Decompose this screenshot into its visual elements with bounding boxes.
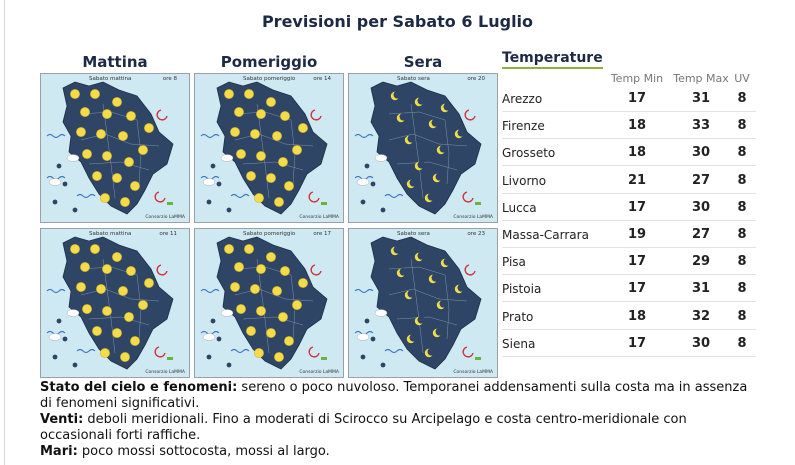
sun-icon	[234, 262, 243, 271]
sun-icon	[112, 97, 121, 106]
sun-icon	[272, 131, 281, 140]
sun-icon	[272, 286, 281, 295]
sun-icon	[266, 252, 275, 261]
island	[381, 208, 386, 213]
sky-text: sereno o poco nuvoloso. Temporanei addensamenti sulla costa ma in assenza di fenomeni significativi.	[40, 380, 748, 411]
sun-icon	[96, 129, 105, 138]
uv-value: 8	[737, 281, 747, 297]
thermometer-legend-icon	[167, 357, 173, 360]
uv-value: 8	[737, 199, 747, 215]
island	[63, 182, 68, 187]
island	[217, 182, 222, 187]
sun-icon	[284, 336, 293, 345]
sun-icon	[298, 123, 307, 132]
sun-icon	[102, 306, 111, 315]
weather-map-morning-8[interactable]	[40, 73, 190, 223]
city-name: Lucca	[502, 200, 537, 215]
sun-icon	[274, 352, 283, 361]
map-canvas	[195, 74, 343, 222]
map-caption-period: Sabato mattina	[89, 76, 132, 82]
island	[365, 164, 370, 169]
sun-icon	[80, 262, 89, 271]
temp-min-value: 18	[627, 118, 647, 134]
sun-icon	[256, 306, 265, 315]
weather-map-evening-20[interactable]	[348, 73, 498, 223]
temp-max-value: 29	[691, 254, 711, 270]
sun-icon	[292, 300, 301, 309]
table-row	[502, 112, 756, 139]
sun-icon	[230, 282, 239, 291]
winds-label: Venti:	[40, 412, 84, 427]
sun-icon	[274, 197, 283, 206]
sun-icon	[92, 326, 101, 335]
cloud-icon	[375, 310, 387, 317]
sun-icon	[244, 244, 253, 253]
sun-icon	[234, 107, 243, 116]
cloud-icon	[203, 179, 215, 186]
island	[57, 319, 62, 324]
sun-icon	[90, 89, 99, 98]
sun-icon	[266, 97, 275, 106]
table-row	[502, 167, 756, 194]
legend-bar	[157, 208, 173, 211]
island	[217, 337, 222, 342]
sun-icon	[126, 111, 135, 120]
island	[211, 164, 216, 169]
city-name: Livorno	[502, 173, 547, 188]
temp-min-value: 17	[627, 254, 647, 270]
temperature-title: Temperature	[502, 50, 603, 69]
sun-icon	[102, 109, 111, 118]
legend-bar	[311, 363, 327, 366]
table-row	[502, 85, 756, 112]
sun-icon	[266, 328, 275, 337]
map-caption-period: Sabato sera	[397, 231, 430, 237]
temp-min-value: 17	[627, 91, 647, 106]
map-caption-period: Sabato sera	[397, 76, 430, 82]
sun-icon	[256, 264, 265, 273]
sun-icon	[100, 348, 109, 357]
sun-icon	[224, 89, 233, 98]
sun-icon	[246, 171, 255, 180]
island	[207, 355, 212, 360]
temp-max-value: 27	[691, 172, 711, 188]
column-heading-mattina: Mattina	[82, 53, 148, 71]
seas-label: Mari:	[40, 444, 78, 459]
winds-description	[40, 412, 760, 444]
sun-icon	[230, 127, 239, 136]
temp-min-value: 17	[627, 199, 647, 215]
map-caption-hour: ore 23	[467, 231, 485, 237]
sun-icon	[130, 336, 139, 345]
sun-icon	[76, 127, 85, 136]
weather-map-morning-11[interactable]	[40, 228, 190, 378]
sun-icon	[80, 107, 89, 116]
island	[53, 200, 58, 205]
sun-icon	[112, 173, 121, 182]
island	[227, 208, 232, 213]
sun-icon	[250, 284, 259, 293]
header-temp-min: Temp Min	[610, 72, 664, 85]
map-caption-period: Sabato pomeriggio	[243, 231, 296, 237]
sun-icon	[250, 129, 259, 138]
cloud-icon	[49, 179, 61, 186]
island	[365, 319, 370, 324]
sun-icon	[112, 328, 121, 337]
seas-description	[40, 444, 760, 460]
sun-icon	[82, 304, 91, 313]
column-heading-pomeriggio: Pomeriggio	[220, 53, 318, 71]
legend-bar	[465, 208, 481, 211]
sun-icon	[246, 326, 255, 335]
cloud-icon	[357, 179, 369, 186]
island	[57, 164, 62, 169]
weather-map-evening-23[interactable]	[348, 228, 498, 378]
sun-icon	[138, 145, 147, 154]
cloud-icon	[357, 334, 369, 341]
sun-icon	[236, 149, 245, 158]
island	[381, 363, 386, 368]
thermometer-legend-icon	[475, 357, 481, 360]
map-caption-period: Sabato pomeriggio	[243, 76, 296, 82]
sun-icon	[224, 244, 233, 253]
page-title: Previsioni per Sabato 6 Luglio	[261, 12, 534, 31]
seas-text: poco mossi sottocosta, mossi al largo.	[77, 444, 330, 459]
city-name: Massa-Carrara	[502, 228, 589, 242]
temp-max-value: 30	[691, 199, 711, 215]
map-canvas	[41, 229, 189, 377]
column-heading-sera: Sera	[403, 53, 443, 71]
uv-value: 8	[737, 227, 747, 242]
map-credit: Consorzio LaMMA	[453, 215, 493, 220]
table-row	[502, 139, 756, 166]
sun-icon	[118, 131, 127, 140]
map-credit: Consorzio LaMMA	[299, 215, 339, 220]
map-caption-hour: ore 17	[313, 231, 331, 237]
city-name: Prato	[502, 309, 534, 324]
cloud-icon	[67, 155, 79, 162]
island	[227, 363, 232, 368]
temp-max-value: 30	[691, 145, 711, 161]
sun-icon	[256, 151, 265, 160]
sky-label: Stato del cielo e fenomeni:	[40, 380, 238, 395]
uv-value: 8	[737, 335, 747, 351]
sun-icon	[112, 252, 121, 261]
sun-icon	[266, 173, 275, 182]
map-caption-period: Sabato mattina	[89, 231, 132, 237]
uv-value: 8	[737, 145, 747, 161]
island	[53, 355, 58, 360]
weather-map-afternoon-17[interactable]	[194, 228, 344, 378]
uv-value: 8	[737, 172, 747, 188]
sun-icon	[256, 109, 265, 118]
temp-min-value: 21	[627, 172, 647, 188]
temp-max-value: 30	[691, 335, 711, 351]
island	[361, 355, 366, 360]
temp-max-value: 27	[691, 227, 711, 242]
sun-icon	[82, 149, 91, 158]
map-credit: Consorzio LaMMA	[299, 370, 339, 375]
uv-value: 8	[737, 308, 747, 324]
table-row	[502, 221, 756, 248]
uv-value: 8	[737, 118, 747, 134]
table-row	[502, 248, 756, 275]
temp-max-value: 33	[691, 118, 711, 134]
temp-max-value: 31	[691, 281, 711, 297]
sun-icon	[124, 157, 133, 166]
island	[211, 319, 216, 324]
page-left-border	[4, 0, 5, 465]
table-row	[502, 275, 756, 302]
sun-icon	[126, 266, 135, 275]
header-temp-max: Temp Max	[673, 72, 729, 85]
table-row	[502, 194, 756, 221]
sun-icon	[102, 264, 111, 273]
map-caption-hour: ore 11	[159, 231, 177, 237]
uv-value: 8	[737, 91, 747, 106]
sun-icon	[120, 197, 129, 206]
island	[73, 208, 78, 213]
cloud-icon	[49, 334, 61, 341]
sun-icon	[70, 89, 79, 98]
sun-icon	[100, 193, 109, 202]
sun-icon	[254, 348, 263, 357]
table-row	[502, 330, 756, 357]
sun-icon	[144, 123, 153, 132]
winds-text: deboli meridionali. Fino a moderati di Scirocco su Arcipelago e costa centro-meridionale con occasionali forti raffiche.	[40, 412, 687, 443]
thermometer-legend-icon	[321, 202, 327, 205]
cloud-icon	[221, 310, 233, 317]
sun-icon	[254, 193, 263, 202]
temp-min-value: 18	[627, 308, 647, 324]
sun-icon	[280, 111, 289, 120]
city-name: Siena	[502, 336, 536, 351]
sun-icon	[118, 286, 127, 295]
thermometer-legend-icon	[321, 357, 327, 360]
thermometer-legend-icon	[167, 202, 173, 205]
sun-icon	[92, 171, 101, 180]
legend-bar	[157, 363, 173, 366]
weather-map-afternoon-14[interactable]	[194, 73, 344, 223]
sun-icon	[280, 266, 289, 275]
map-credit: Consorzio LaMMA	[145, 370, 185, 375]
map-credit: Consorzio LaMMA	[453, 370, 493, 375]
city-name: Grosseto	[502, 146, 556, 161]
city-name: Firenze	[502, 119, 545, 134]
map-credit: Consorzio LaMMA	[145, 215, 185, 220]
temp-max-value: 31	[691, 91, 711, 106]
sun-icon	[90, 244, 99, 253]
sky-description	[40, 380, 760, 412]
map-canvas	[349, 229, 497, 377]
sun-icon	[124, 312, 133, 321]
table-row	[502, 303, 756, 330]
temp-min-value: 17	[627, 281, 647, 297]
sun-icon	[244, 89, 253, 98]
uv-value: 8	[737, 254, 747, 270]
city-name: Pistoia	[502, 282, 542, 297]
map-canvas	[41, 74, 189, 222]
sun-icon	[138, 300, 147, 309]
sun-icon	[96, 284, 105, 293]
temp-max-value: 32	[691, 308, 711, 324]
island	[371, 182, 376, 187]
cloud-icon	[221, 155, 233, 162]
sun-icon	[130, 181, 139, 190]
header-uv: UV	[734, 72, 750, 85]
sun-icon	[144, 278, 153, 287]
sun-icon	[76, 282, 85, 291]
sun-icon	[284, 181, 293, 190]
sun-icon	[278, 157, 287, 166]
temp-min-value: 19	[627, 227, 647, 242]
sun-icon	[120, 352, 129, 361]
thermometer-legend-icon	[475, 202, 481, 205]
temp-min-value: 18	[627, 145, 647, 161]
cloud-icon	[67, 310, 79, 317]
island	[371, 337, 376, 342]
map-caption-hour: ore 14	[313, 76, 331, 82]
island	[63, 337, 68, 342]
sun-icon	[298, 278, 307, 287]
map-canvas	[349, 74, 497, 222]
sun-icon	[70, 244, 79, 253]
temp-min-value: 17	[627, 335, 647, 351]
sun-icon	[102, 151, 111, 160]
sun-icon	[236, 304, 245, 313]
sun-icon	[292, 145, 301, 154]
island	[361, 200, 366, 205]
city-name: Arezzo	[502, 92, 543, 106]
legend-bar	[465, 363, 481, 366]
map-canvas	[195, 229, 343, 377]
map-caption-hour: ore 8	[162, 76, 177, 82]
island	[207, 200, 212, 205]
sun-icon	[278, 312, 287, 321]
cloud-icon	[375, 155, 387, 162]
legend-bar	[311, 208, 327, 211]
city-name: Pisa	[502, 255, 526, 270]
map-caption-hour: ore 20	[467, 76, 485, 82]
cloud-icon	[203, 334, 215, 341]
island	[73, 363, 78, 368]
